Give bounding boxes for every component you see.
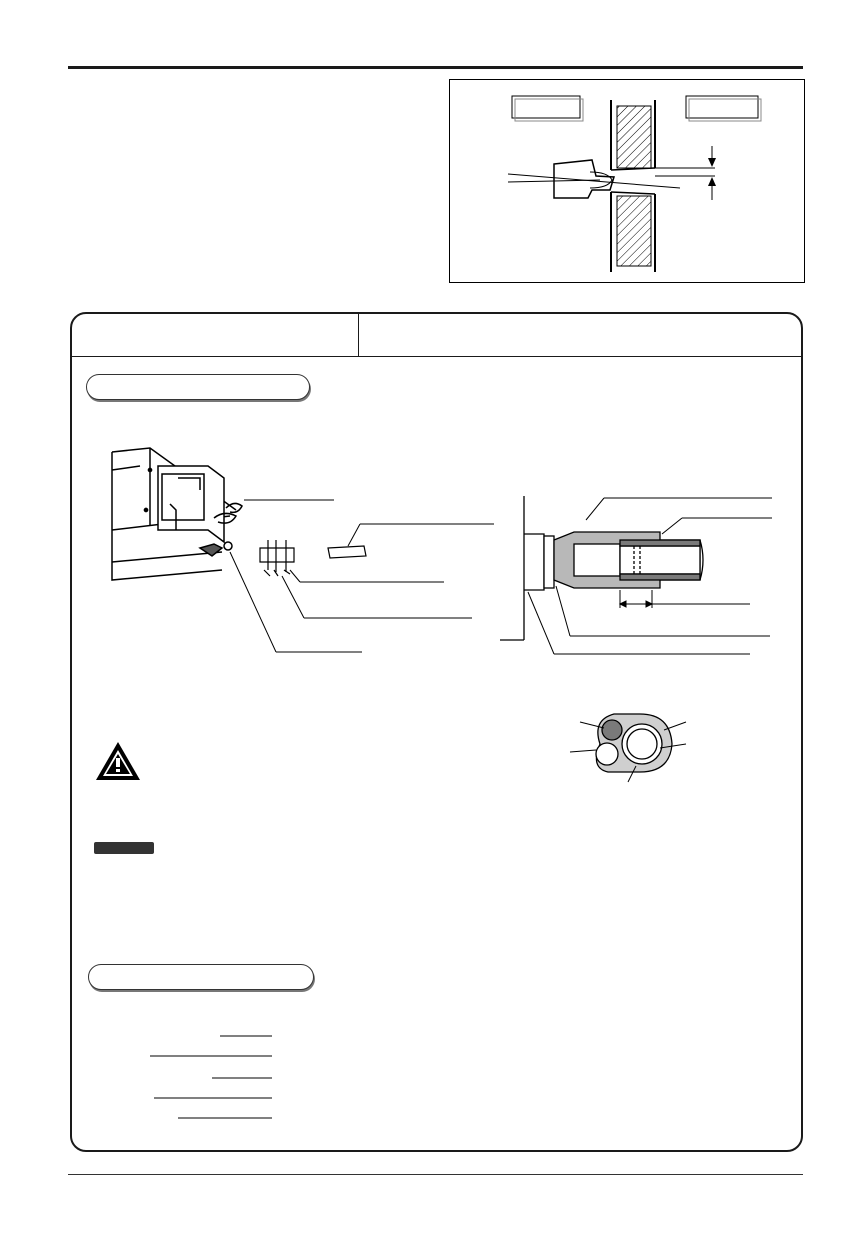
indoor-unit-drawing	[112, 448, 242, 580]
spec-underlines	[150, 1036, 272, 1118]
flare-cross-section	[500, 496, 703, 640]
pipe-bundle-section	[570, 714, 686, 782]
warning-triangle-icon	[96, 742, 140, 780]
union-fitting	[260, 540, 294, 576]
bottom-rule	[68, 1174, 803, 1175]
pipe-segment	[328, 546, 366, 558]
notice-badge	[94, 842, 154, 854]
